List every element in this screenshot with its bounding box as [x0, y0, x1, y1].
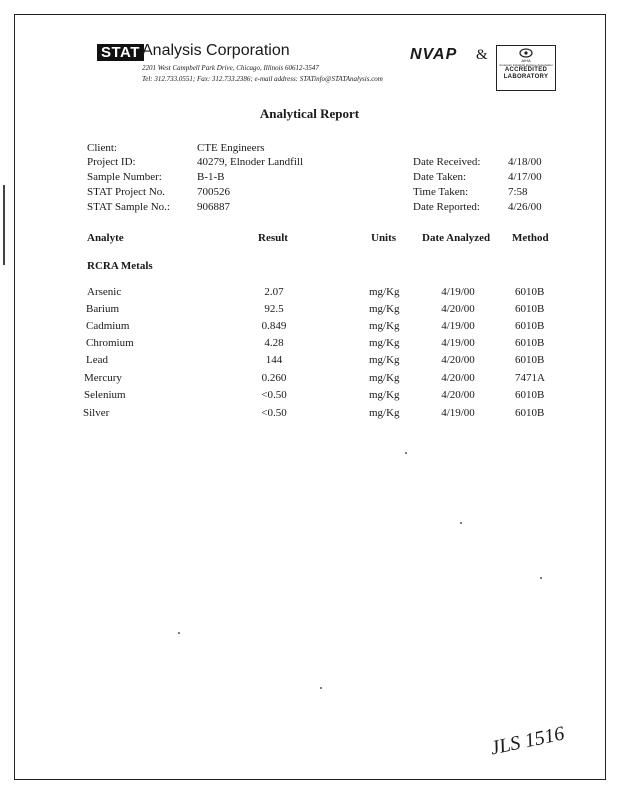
header-analyte: Analyte — [87, 232, 124, 244]
project-id-label: Project ID: — [87, 156, 136, 168]
method: 6010B — [515, 354, 545, 366]
result: 2.07 — [264, 286, 284, 298]
analyte: Silver — [83, 407, 110, 419]
date-analyzed: 4/19/00 — [441, 286, 475, 298]
date-received-value: 4/18/00 — [508, 156, 542, 168]
scan-speck — [320, 687, 322, 689]
nvap-logo: NVAP — [410, 46, 458, 63]
page-border-left — [14, 14, 15, 780]
header-date-analyzed: Date Analyzed — [422, 232, 491, 244]
client-label: Client: — [87, 142, 117, 154]
units: mg/Kg — [369, 389, 400, 401]
time-taken-value: 7:58 — [508, 186, 528, 198]
project-id-value: 40279, Elnoder Landfill — [197, 156, 304, 168]
company-name: Analysis Corporation — [142, 42, 290, 59]
analyte: Selenium — [84, 389, 126, 401]
result: <0.50 — [261, 389, 287, 401]
date-received-label: Date Received: — [413, 156, 481, 168]
page-border-top — [14, 14, 606, 15]
stat-project-value: 700526 — [197, 186, 230, 198]
company-address: 2201 West Campbell Park Drive, Chicago, Illinois 60612-3547 — [142, 64, 319, 72]
scan-speck — [178, 632, 180, 634]
date-analyzed: 4/19/00 — [441, 407, 475, 419]
page-border-bottom — [14, 779, 606, 780]
analyte: Arsenic — [87, 286, 122, 298]
units: mg/Kg — [369, 303, 400, 315]
units: mg/Kg — [369, 407, 400, 419]
company-contact: Tel: 312.733.0551; Fax: 312.733.2386; e-mail address: STATinfo@STATAnalysis.com — [142, 75, 383, 83]
method: 6010B — [515, 320, 545, 332]
header-method: Method — [512, 232, 549, 244]
units: mg/Kg — [369, 337, 400, 349]
date-analyzed: 4/19/00 — [441, 320, 475, 332]
result: 0.849 — [261, 320, 287, 332]
date-taken-value: 4/17/00 — [508, 171, 542, 183]
accreditation-line2: American Industrial Hygiene Association — [499, 63, 553, 67]
handwritten-note: JLS 1516 — [488, 722, 567, 760]
date-reported-label: Date Reported: — [413, 201, 480, 213]
date-analyzed: 4/20/00 — [441, 354, 475, 366]
accreditation-line4: LABORATORY — [503, 74, 549, 80]
section-title: RCRA Metals — [87, 260, 153, 272]
accreditation-badge — [496, 45, 556, 91]
scan-speck — [405, 452, 407, 454]
units: mg/Kg — [369, 320, 400, 332]
scan-speck — [460, 522, 462, 524]
result: 92.5 — [264, 303, 284, 315]
header-result: Result — [258, 232, 288, 244]
date-taken-label: Date Taken: — [413, 171, 467, 183]
stat-logo: STAT — [97, 44, 144, 61]
header-units: Units — [371, 232, 397, 244]
date-reported-value: 4/26/00 — [508, 201, 542, 213]
stat-sample-label: STAT Sample No.: — [87, 201, 170, 213]
result: 144 — [265, 354, 283, 366]
stat-sample-value: 906887 — [197, 201, 230, 213]
units: mg/Kg — [369, 286, 400, 298]
analyte: Cadmium — [86, 320, 130, 332]
scan-edge-mark — [3, 185, 5, 265]
aiha-seal-icon — [519, 48, 533, 58]
result: 4.28 — [264, 337, 284, 349]
units: mg/Kg — [369, 372, 400, 384]
method: 6010B — [515, 303, 545, 315]
page-title: Analytical Report — [259, 106, 360, 121]
analyte: Lead — [86, 354, 108, 366]
units: mg/Kg — [369, 354, 400, 366]
date-analyzed: 4/20/00 — [441, 389, 475, 401]
analyte: Mercury — [84, 372, 122, 384]
method: 6010B — [515, 407, 545, 419]
client-value: CTE Engineers — [197, 142, 265, 154]
analyte: Chromium — [86, 337, 134, 349]
ampersand: & — [476, 47, 488, 63]
scan-speck — [540, 577, 542, 579]
stat-project-label: STAT Project No. — [87, 186, 166, 198]
accreditation-line3: ACCREDITED — [504, 67, 548, 73]
date-analyzed: 4/19/00 — [441, 337, 475, 349]
method: 6010B — [515, 286, 545, 298]
date-analyzed: 4/20/00 — [441, 303, 475, 315]
sample-number-label: Sample Number: — [87, 171, 162, 183]
date-analyzed: 4/20/00 — [441, 372, 475, 384]
sample-number-value: B-1-B — [197, 171, 225, 183]
time-taken-label: Time Taken: — [413, 186, 469, 198]
analyte: Barium — [86, 303, 119, 315]
accreditation-line1: AIHA — [521, 58, 531, 63]
method: 6010B — [515, 389, 545, 401]
method: 6010B — [515, 337, 545, 349]
page-border-right — [605, 14, 606, 780]
result: 0.260 — [261, 372, 287, 384]
method: 7471A — [515, 372, 545, 384]
result: <0.50 — [261, 407, 287, 419]
